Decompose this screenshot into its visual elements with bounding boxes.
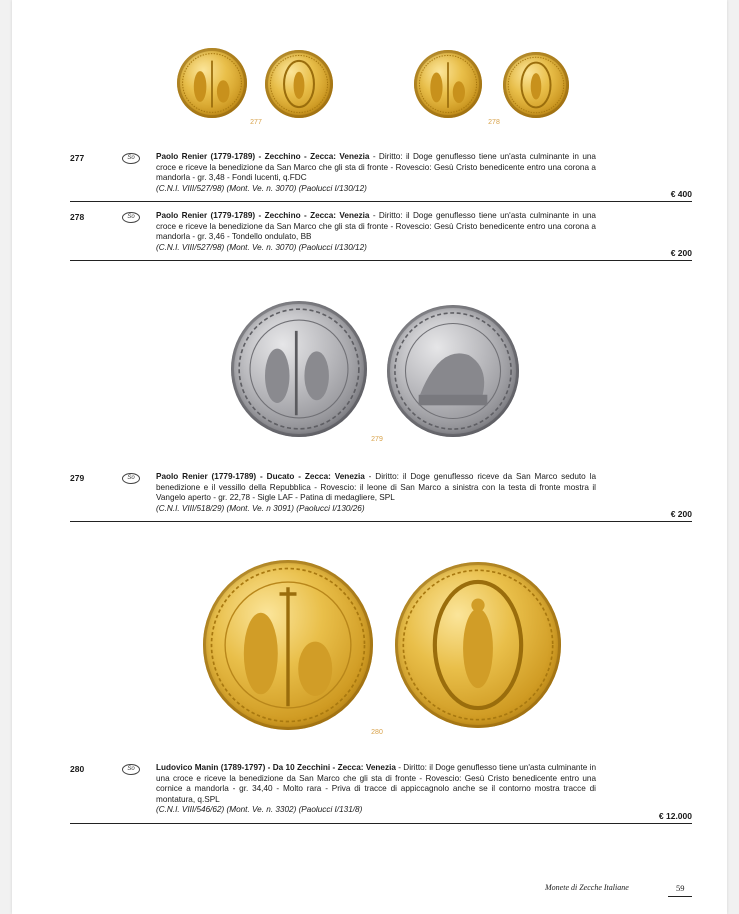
lot-text: - Diritto: il Doge genuflesso tiene un'asta culminante in una croce e riceve la benedizione da San Marco che gli sta di fronte - Rovescio: Gesù Cristo benedicente entro una corona a mandorla - gr. 3,48 - Fondi lucenti, q.FDC (156, 152, 596, 183)
lot-references: (C.N.I. VIII/518/29) (Mont. Ve. n 3091) (Paolucci I/130/26) (156, 503, 365, 513)
lot-number: 280 (70, 764, 85, 774)
coin-278-reverse (503, 52, 569, 118)
lot-description (156, 211, 596, 253)
lot-description (156, 763, 596, 816)
footer-divider (668, 896, 692, 897)
coin-280-reverse (395, 562, 561, 728)
lot-header: Ludovico Manin (1789-1797) - Da 10 Zecchini - Zecca: Venezia (156, 763, 396, 772)
lot-number: 279 (70, 473, 85, 483)
lot-divider (70, 823, 692, 824)
coin-278-obverse (414, 50, 482, 118)
lot-divider (70, 201, 692, 202)
lot-divider (70, 260, 692, 261)
lot-number: 277 (70, 153, 85, 163)
page-number: 59 (676, 883, 685, 893)
lot-references: (C.N.I. VIII/546/62) (Mont. Ve. n. 3302) (Paolucci I/131/8) (156, 805, 363, 815)
coin-277-reverse (265, 50, 333, 118)
lot-symbol-icon: So (122, 153, 140, 164)
lot-price: € 200 (670, 248, 692, 258)
catalog-page (12, 0, 727, 914)
image-label-279: 279 (371, 436, 383, 443)
footer-title: Monete di Zecche Italiane (545, 883, 629, 892)
coin-277-obverse (177, 48, 247, 118)
image-label-277: 277 (250, 119, 262, 126)
image-label-280: 280 (371, 729, 383, 736)
lot-symbol-icon: So (122, 212, 140, 223)
lot-price: € 200 (670, 509, 692, 519)
lot-symbol-icon: So (122, 473, 140, 484)
lot-number: 278 (70, 212, 85, 222)
lot-text: - Diritto: il Doge genuflesso tiene un'asta culminante in una croce e riceve la benedizione da San Marco che gli sta di fronte - Rovescio: Gesù Cristo benedicente entro una cornice a mandorla - gr. 34,40 - Molto rara - Priva di tracce di appiccagnolo anche se il contorno mostra tracce di montatura, q.SPL (156, 763, 596, 804)
lot-price: € 12.000 (658, 811, 692, 821)
image-label-278: 278 (488, 119, 500, 126)
lot-description (156, 152, 596, 194)
lot-header: Paolo Renier (1779-1789) - Ducato - Zecca: Venezia (156, 472, 365, 481)
lot-text: - Diritto: il Doge genuflesso tiene un'asta culminante in una croce e riceve la benedizione da San Marco che gli sta di fronte - Rovescio: Gesù Cristo benedicente entro una corona a mandorla - gr. 3,46 - Tondello ondulato, BB (156, 211, 596, 242)
lot-header: Paolo Renier (1779-1789) - Zecchino - Zecca: Venezia (156, 152, 370, 161)
lot-divider (70, 521, 692, 522)
coin-279-reverse (387, 305, 519, 437)
coin-279-obverse (231, 301, 367, 437)
lot-references: (C.N.I. VIII/527/98) (Mont. Ve. n. 3070) (Paolucci I/130/12) (156, 242, 367, 252)
lot-price: € 400 (670, 189, 692, 199)
lot-description (156, 472, 596, 514)
lot-references: (C.N.I. VIII/527/98) (Mont. Ve. n. 3070) (Paolucci I/130/12) (156, 183, 367, 193)
lot-text: - Diritto: il Doge genuflesso riceve da San Marco seduto la benedizione e il vessillo della Repubblica - Rovescio: il leone di San Marco a sinistra con la testa di fronte mostra il Vangelo aperto - gr. 22,78 - Sigle LAF - Patina di medagliere, SPL (156, 472, 596, 503)
lot-header: Paolo Renier (1779-1789) - Zecchino - Zecca: Venezia (156, 211, 370, 220)
lot-symbol-icon: So (122, 764, 140, 775)
coin-280-obverse (203, 560, 373, 730)
